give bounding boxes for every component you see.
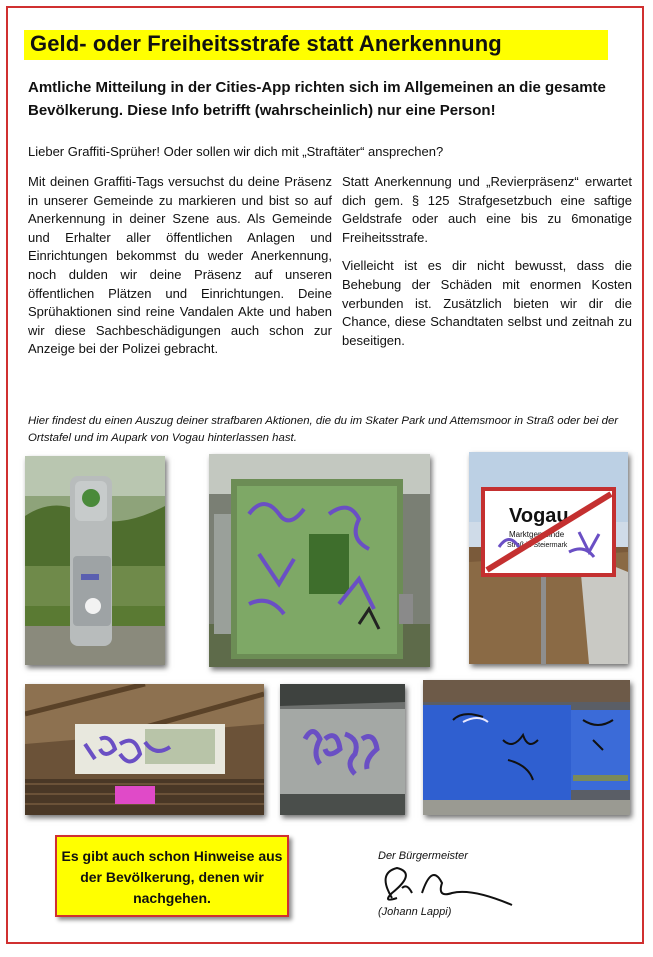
salutation: Lieber Graffiti-Sprüher! Oder sollen wir dich mit „Straftäter“ ansprechen?: [28, 144, 444, 159]
photo-caption: Hier findest du einen Auszug deiner strafbaren Aktionen, die du im Skater Park und Attemsmoor in Straß oder bei der Ortstafel und im Aupark von Vogau hinterlassen hast.: [28, 415, 619, 444]
photo-dog-waste-station: [25, 456, 165, 665]
mayor-title: Der Bürgermeister: [378, 850, 468, 862]
sign-text-municipality: Straß in Steiermark: [507, 542, 568, 549]
photo-steel-beam-graffiti: [280, 684, 405, 815]
body-right-column: [342, 173, 632, 360]
sign-text-vogau: Vogau: [509, 505, 569, 527]
body-paragraph: Mit deinen Graffiti-Tags versuchst du deine Präsenz in unserer Gemeinde zu markieren und bist so auf Anerkennung in deiner Szene aus. Als Gemeinde und Erhalter aller öffentlichen Anlagen und Einrichtungen bekommst du weder Anerkennung, noch dulden wir deine Präsenz auf unseren öffentlichen Plätzen und Einrichtungen. Deine Sprühaktionen sind reine Vandalen Akte und haben wir diese Sachbeschädigungen auch schon zur Anzeige bei der Polizei gebracht.: [28, 174, 332, 357]
photo-town-sign: [469, 452, 628, 664]
notice-box: [55, 835, 289, 917]
sign-text-market: Marktgemeinde: [509, 530, 565, 539]
page-title: Geld- oder Freiheitsstrafe statt Anerkennung: [30, 31, 502, 56]
mayor-name: (Johann Lappi): [378, 906, 452, 918]
body-left-column: [28, 173, 332, 359]
photo-info-board-graffiti: [209, 454, 430, 667]
notice-text: Es gibt auch schon Hinweise aus der Bevölkerung, denen wir nachgehen.: [61, 848, 283, 906]
photo-blue-panels-graffiti: [423, 680, 630, 815]
photo-wooden-panel-graffiti: [25, 684, 264, 815]
body-paragraph: Statt Anerkennung und „Revierpräsenz“ erwartet dich gem. § 125 Strafgesetzbuch eine saftige Geldstrafe oder auch eine bis zu 6monatige Freiheitsstrafe.: [342, 174, 632, 245]
subtitle: Amtliche Mitteilung in der Cities-App richten sich im Allgemeinen an die gesamte Bevölkerung. Diese Info betrifft (wahrscheinlich) nur eine Person!: [28, 79, 606, 119]
body-paragraph: Vielleicht ist es dir nicht bewusst, dass die Behebung der Schäden mit enormen Kosten verbunden ist. Zusätzlich bieten wir dir die Chance, diese Schandtaten selbst und zeitnah zu beseitigen.: [342, 258, 632, 348]
